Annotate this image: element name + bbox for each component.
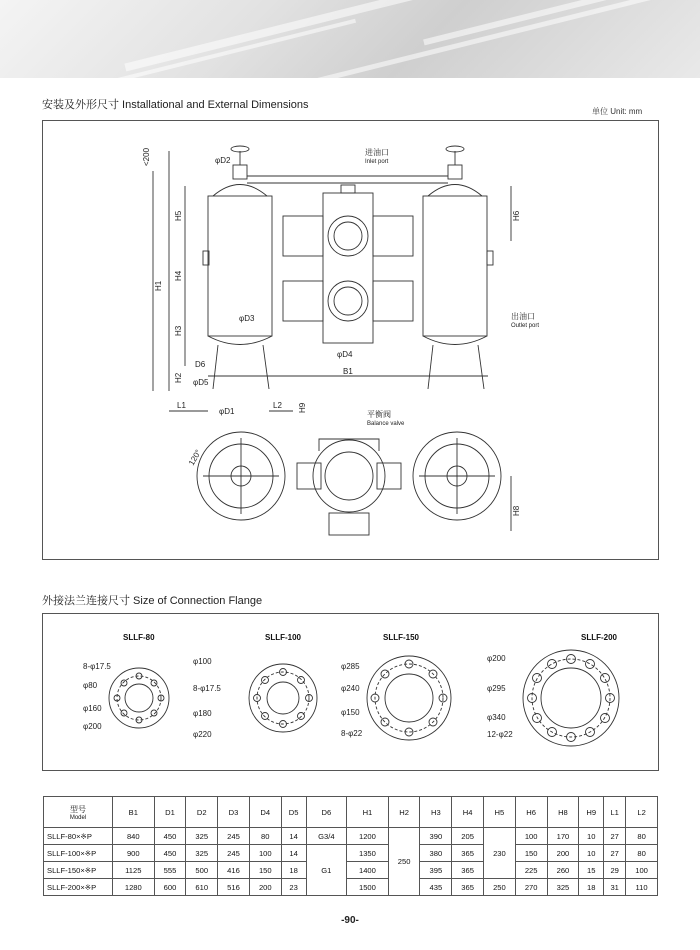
cell-l2: 80	[626, 828, 658, 845]
flange-100-label-1: φ100	[193, 657, 212, 666]
spec-header-row	[44, 797, 658, 828]
flange-100-label-3: φ180	[193, 709, 212, 718]
cell-d3: 516	[218, 879, 250, 896]
header-banner	[0, 0, 700, 78]
flange-80-label-4: φ200	[83, 722, 102, 731]
outlet-label-en: Outlet port	[511, 323, 540, 329]
flange-drawings	[43, 614, 658, 770]
table-row	[44, 845, 658, 862]
flange-200-label-3: φ340	[487, 713, 506, 722]
cell-h1: 1200	[347, 828, 389, 845]
flange-200-name: SLLF-200	[581, 633, 618, 642]
flange-drawing-frame	[42, 613, 659, 771]
cell-h9: 10	[579, 828, 604, 845]
cell-d6-merged: G1	[306, 845, 347, 896]
cell-l1: 27	[604, 828, 626, 845]
header-h1: H1	[347, 797, 389, 828]
cell-h3: 380	[420, 845, 452, 862]
cell-h4: 365	[452, 845, 484, 862]
cell-d1: 600	[154, 879, 186, 896]
header-d3: D3	[218, 797, 250, 828]
dia-d1: φD1	[219, 407, 235, 416]
header-d6: D6	[306, 797, 347, 828]
flange-80-name: SLLF-80	[123, 633, 155, 642]
cell-l1: 27	[604, 845, 626, 862]
header-h4: H4	[452, 797, 484, 828]
filter-dimension-drawing	[43, 121, 658, 559]
cell-d3: 245	[218, 845, 250, 862]
dim-h6: H6	[512, 210, 521, 221]
cell-h5: 250	[484, 879, 516, 896]
header-model: 型号 Model	[44, 797, 113, 828]
table-row	[44, 828, 658, 845]
cell-d2: 325	[186, 828, 218, 845]
cell-h2-merged: 250	[388, 828, 420, 896]
cell-h9: 15	[579, 862, 604, 879]
header-l1: L1	[604, 797, 626, 828]
flange-150-name: SLLF-150	[383, 633, 420, 642]
cell-l2: 80	[626, 845, 658, 862]
cell-d5: 14	[281, 845, 306, 862]
cell-b1: 900	[113, 845, 155, 862]
cell-d2: 500	[186, 862, 218, 879]
dim-h8: H8	[512, 505, 521, 516]
header-h9: H9	[579, 797, 604, 828]
page-number: -90-	[341, 915, 359, 926]
dim-b1: B1	[343, 367, 353, 376]
dia-d4: φD4	[337, 350, 353, 359]
cell-h8: 325	[547, 879, 579, 896]
dim-h1: H1	[154, 280, 163, 291]
flange-150-label-1: φ285	[341, 662, 360, 671]
dia-d3: φD3	[239, 314, 255, 323]
flange-200-label-2: φ295	[487, 684, 506, 693]
cell-l1: 29	[604, 862, 626, 879]
cell-h6: 150	[515, 845, 547, 862]
cell-h1: 1350	[347, 845, 389, 862]
cell-l1: 31	[604, 879, 626, 896]
table-row	[44, 862, 658, 879]
cell-d5: 18	[281, 862, 306, 879]
cell-l2: 100	[626, 862, 658, 879]
cell-d4: 100	[249, 845, 281, 862]
cell-h6: 225	[515, 862, 547, 879]
header-h8: H8	[547, 797, 579, 828]
inlet-label-cn: 进油口	[365, 148, 389, 157]
cell-h8: 200	[547, 845, 579, 862]
cell-h1: 1400	[347, 862, 389, 879]
dim-l2: L2	[273, 401, 282, 410]
header-b1: B1	[113, 797, 155, 828]
cell-d6: G3/4	[306, 828, 347, 845]
header-h5: H5	[484, 797, 516, 828]
dim-h5: H5	[174, 210, 183, 221]
cell-h4: 365	[452, 879, 484, 896]
cell-b1: 1280	[113, 879, 155, 896]
header-d1: D1	[154, 797, 186, 828]
cell-b1: 840	[113, 828, 155, 845]
dimension-drawing-frame	[42, 120, 659, 560]
balance-valve-en: Balance valve	[367, 421, 405, 427]
angle-label: 120°	[186, 448, 204, 467]
flange-100-name: SLLF-100	[265, 633, 302, 642]
cell-h9: 18	[579, 879, 604, 896]
cell-d1: 450	[154, 828, 186, 845]
cell-h1: 1500	[347, 879, 389, 896]
cell-d2: 610	[186, 879, 218, 896]
outlet-label-cn: 出油口	[511, 312, 535, 321]
section-title-dimensions: 安装及外形尺寸 Installational and External Dimensions	[42, 99, 309, 111]
cell-model: SLLF-100×※P	[44, 845, 113, 862]
cell-d5: 14	[281, 828, 306, 845]
cell-h3: 435	[420, 879, 452, 896]
header-l2: L2	[626, 797, 658, 828]
cell-h4: 205	[452, 828, 484, 845]
flange-100-label-2: 8-φ17.5	[193, 684, 221, 693]
cell-h3: 395	[420, 862, 452, 879]
flange-80-label-3: φ160	[83, 704, 102, 713]
cell-d5: 23	[281, 879, 306, 896]
cell-h6: 270	[515, 879, 547, 896]
flange-80-label-2: φ80	[83, 681, 98, 690]
dim-h3: H3	[174, 325, 183, 336]
section-title-flange: 外接法兰连接尺寸 Size of Connection Flange	[42, 595, 263, 607]
dim-h9: H9	[298, 402, 307, 413]
cell-h8: 170	[547, 828, 579, 845]
cell-d2: 325	[186, 845, 218, 862]
flange-100-label-4: φ220	[193, 730, 212, 739]
cell-d3: 416	[218, 862, 250, 879]
flange-150-label-4: 8-φ22	[341, 729, 363, 738]
cell-d4: 80	[249, 828, 281, 845]
right-tank-body	[423, 196, 487, 336]
unit-label: 单位 Unit: mm	[592, 107, 643, 116]
flange-80-label-1: 8-φ17.5	[83, 662, 111, 671]
cell-h9: 10	[579, 845, 604, 862]
cell-model: SLLF-80×※P	[44, 828, 113, 845]
header-h3: H3	[420, 797, 452, 828]
dia-d2: φD2	[215, 156, 231, 165]
cell-h3: 390	[420, 828, 452, 845]
balance-valve-cn: 平衡阀	[367, 410, 391, 419]
cell-b1: 1125	[113, 862, 155, 879]
cell-l2: 110	[626, 879, 658, 896]
dim-max200: <200	[142, 147, 151, 166]
cell-h6: 100	[515, 828, 547, 845]
inlet-label-en: Inlet port	[365, 159, 389, 165]
cell-d1: 450	[154, 845, 186, 862]
flange-200-label-1: φ200	[487, 654, 506, 663]
header-d5: D5	[281, 797, 306, 828]
flange-200-label-4: 12-φ22	[487, 730, 513, 739]
cell-model: SLLF-150×※P	[44, 862, 113, 879]
header-h2: H2	[388, 797, 420, 828]
dia-d5: φD5	[193, 378, 209, 387]
flange-150-label-2: φ240	[341, 684, 360, 693]
flange-150-label-3: φ150	[341, 708, 360, 717]
cell-h8: 260	[547, 862, 579, 879]
cell-h5-merged: 230	[484, 828, 516, 879]
dim-d6: D6	[195, 360, 206, 369]
header-h6: H6	[515, 797, 547, 828]
header-d4: D4	[249, 797, 281, 828]
cell-d4: 150	[249, 862, 281, 879]
cell-model: SLLF-200×※P	[44, 879, 113, 896]
table-row	[44, 879, 658, 896]
dim-h4: H4	[174, 270, 183, 281]
cell-d1: 555	[154, 862, 186, 879]
dim-l1: L1	[177, 401, 186, 410]
header-d2: D2	[186, 797, 218, 828]
cell-d4: 200	[249, 879, 281, 896]
spec-table	[43, 796, 658, 896]
cell-d3: 245	[218, 828, 250, 845]
cell-h4: 365	[452, 862, 484, 879]
dim-h2: H2	[174, 372, 183, 383]
